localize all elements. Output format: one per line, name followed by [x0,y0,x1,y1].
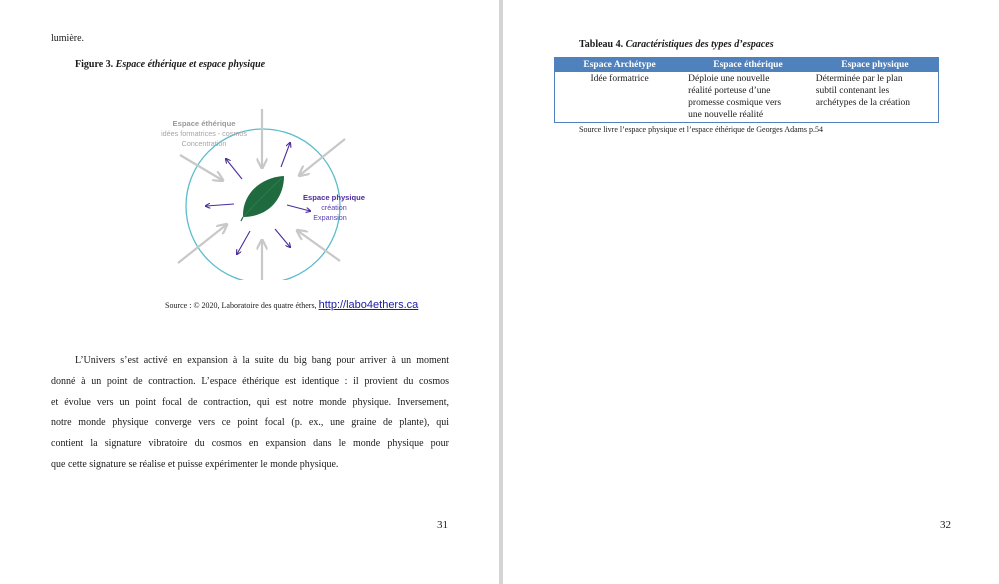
page-32 [503,0,999,584]
figure-label: Figure 3. [75,59,114,70]
table-cell [812,72,939,123]
physical-sub1-label: création [321,203,347,212]
table-header-cell: Espace éthérique [684,58,812,73]
outward-arrow-left [206,204,234,206]
figure-source-text: Source : © 2020, Laboratoire des quatre éthers, [165,301,317,310]
cell-line: promesse cosmique vers [688,98,782,108]
page-number-left: 31 [437,519,448,531]
top-line-text: lumière. [51,33,85,44]
page-number-right: 32 [940,519,951,531]
paragraph-line: donné à un point de contraction. L’espace éthérique est identique : il provient du cosmos [51,375,449,387]
paragraph-line: que cette signature se réalise et puisse expérimenter le monde physique. [51,458,339,470]
outward-arrow-right [287,205,310,211]
inward-arrow-bottom-left [178,225,226,263]
outward-arrow-up-left [226,159,242,179]
ethereal-sub1-label: idées formatrices - cosmos [161,129,247,138]
figure-caption [75,58,265,71]
space-types-table [554,57,939,123]
page-31 [0,0,499,584]
cell-line: réalité porteuse d’une [688,86,771,96]
outward-arrow-down-right [275,229,290,247]
paragraph-line: et évolue vers un point focal de contraction, qui est notre monde physique. Inversement, [51,396,449,408]
figure-source [165,299,418,312]
paragraph-line: notre monde physique converge vers ce point focal (p. ex., une graine de plante), qui [51,417,449,429]
table-label: Tableau 4. [579,39,624,50]
paragraph-line: contient la signature vibratoire du cosmos en expansion dans le monde physique pour [51,438,449,450]
physical-title-label: Espace physique [302,193,366,202]
cell-line: Déterminée par le plan [815,74,903,84]
cell-line: archétypes de la création [815,98,910,108]
leaf-icon [241,176,284,221]
ethereal-title-label: Espace éthérique [172,119,236,128]
inward-arrow-top-right [300,139,345,175]
physical-sub2-label: Expansion [313,213,347,222]
source-link[interactable]: http://labo4ethers.ca [318,299,419,311]
cell-line: subtil contenant les [815,86,890,96]
outward-arrow-down-left [237,231,250,254]
body-paragraph [51,351,449,476]
inward-arrow-top-left [180,155,222,180]
table-cell [684,72,812,123]
paragraph-line: L’Univers s’est activé en expansion à la suite du big bang pour arriver à un moment [75,355,449,366]
cell-text: Idée formatrice [590,74,649,84]
table-header-cell: Espace physique [812,58,939,73]
table-caption [579,38,774,51]
table-title: Caractéristiques des types d’espaces [625,39,774,50]
ethereal-sub2-label: Concentration [181,139,227,148]
table-cell [555,72,685,123]
table-source: Source livre l’espace physique et l’espace éthérique de Georges Adams p.54 [579,125,823,134]
cell-line: une nouvelle réalité [688,110,764,120]
table-header-cell: Espace Archétype [555,58,685,73]
figure-title: Espace éthérique et espace physique [115,59,266,70]
cell-line: Déploie une nouvelle [688,74,770,84]
ethereal-physical-diagram [150,105,380,280]
table-row [555,72,939,123]
table-header-row [555,58,939,73]
outward-arrow-up-right [281,143,290,167]
